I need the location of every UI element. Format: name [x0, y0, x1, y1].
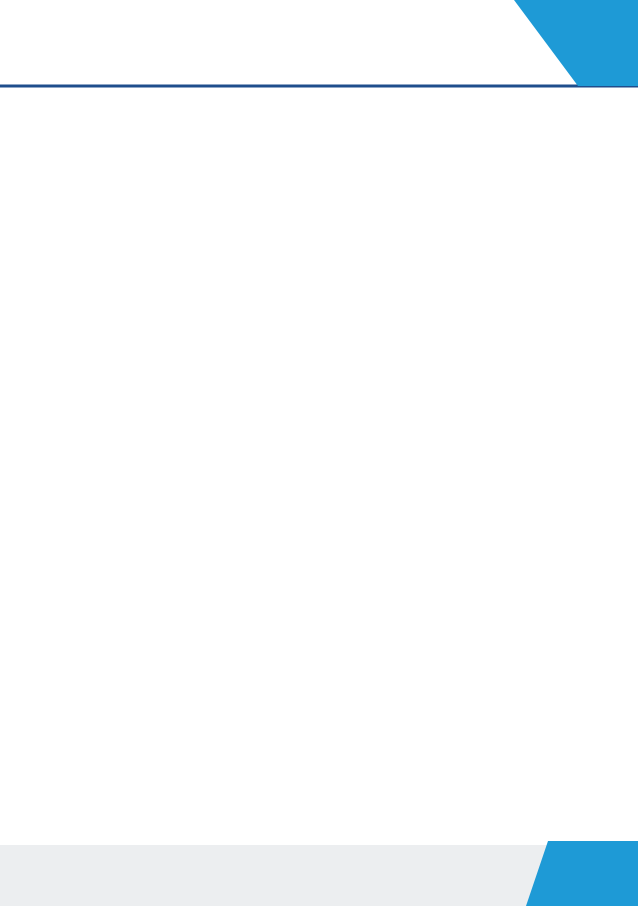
header-blue-tab: [514, 0, 638, 86]
footer-shapes: [0, 841, 638, 906]
header-shapes: [0, 0, 638, 92]
footer-band: [0, 841, 638, 906]
header-decoration: [0, 0, 638, 92]
